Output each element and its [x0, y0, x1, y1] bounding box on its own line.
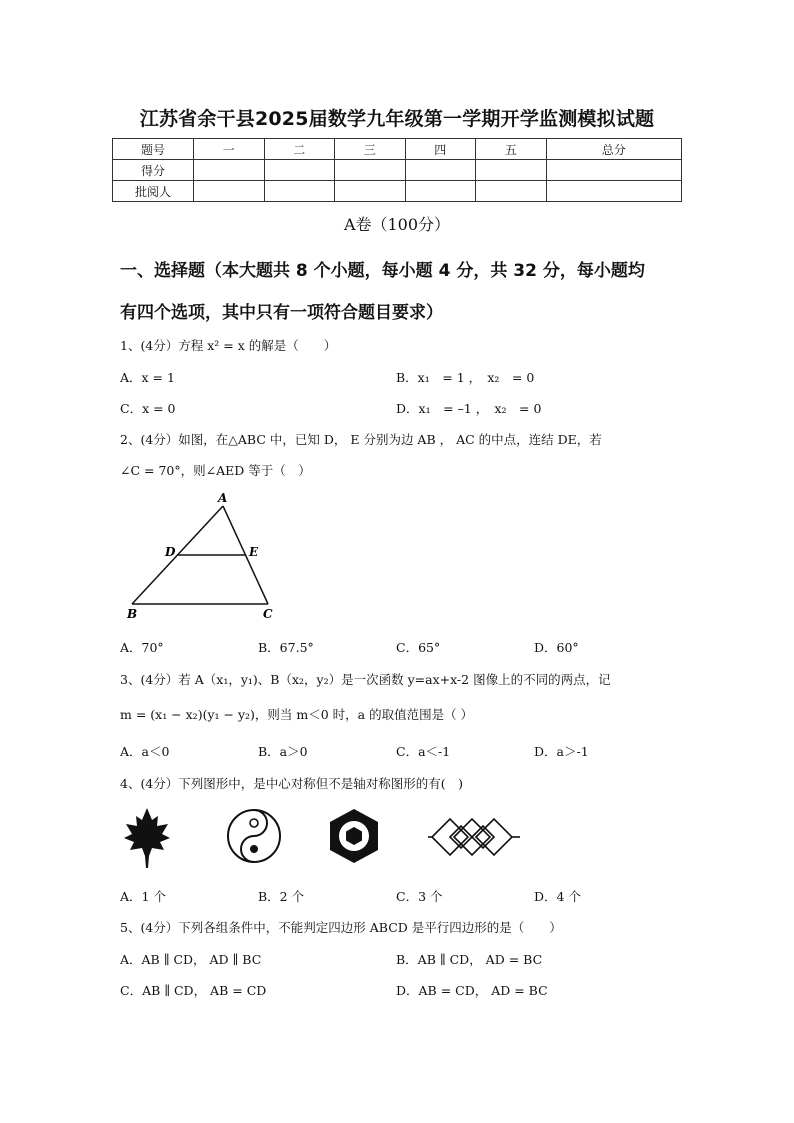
q4-option-b: B．2 个 — [258, 889, 305, 904]
q4-option-a: A．1 个 — [120, 889, 166, 904]
q1-option-c: C．x = 0 — [120, 401, 176, 416]
header-cell: 三 — [335, 139, 406, 160]
score-cell — [194, 181, 265, 202]
q5-option-c: C．AB ∥ CD， AB = CD — [120, 983, 267, 998]
header-cell: 总分 — [546, 139, 682, 160]
score-cell — [546, 181, 682, 202]
vertex-label-c: C — [263, 607, 273, 621]
q1-option-a: A．x = 1 — [120, 370, 175, 385]
maple-leaf-icon — [122, 806, 172, 868]
score-cell — [194, 160, 265, 181]
row-label: 得分 — [113, 160, 194, 181]
q3-option-b: B．a＞0 — [258, 744, 308, 759]
q2-option-d: D．60° — [534, 640, 579, 655]
header-cell: 一 — [194, 139, 265, 160]
q4-option-d: D．4 个 — [534, 889, 581, 904]
q5-option-d: D．AB = CD， AD = BC — [396, 983, 548, 998]
hexagon-nut-icon — [324, 806, 384, 866]
q2-option-b: B．67.5° — [258, 640, 314, 655]
score-table-row — [113, 160, 682, 181]
vertex-label-e: E — [249, 545, 259, 559]
q3-stem-line1: 3、(4分）若 A（x₁，y₁)、B（x₂，y₂）是一次函数 y=ax+x-2 图像上的不同的两点，记 — [120, 672, 611, 687]
score-table-header-row — [113, 139, 682, 160]
score-cell — [264, 181, 335, 202]
q3-stem-line2: m = (x₁ − x₂)(y₁ − y₂)，则当 m＜0 时，a 的取值范围是（ ） — [120, 707, 474, 722]
score-cell — [405, 181, 476, 202]
q5-stem: 5、(4分）下列各组条件中，不能判定四边形 ABCD 是平行四边形的是（ ） — [120, 920, 562, 935]
q2-stem-line2: ∠C = 70°，则∠AED 等于（ ） — [120, 463, 311, 478]
q4-option-c: C．3 个 — [396, 889, 443, 904]
header-cell: 四 — [405, 139, 476, 160]
score-cell — [405, 160, 476, 181]
interlocking-diamonds-icon — [428, 814, 524, 860]
triangle-figure — [120, 490, 290, 625]
q4-stem: 4、(4分）下列图形中，是中心对称但不是轴对称图形的有( ) — [120, 776, 464, 791]
q3-option-c: C．a＜-1 — [396, 744, 451, 759]
score-table — [112, 138, 682, 202]
yin-yang-icon — [226, 808, 282, 864]
score-cell — [476, 160, 547, 181]
q1-option-d: D．x₁ = –1 ， x₂ = 0 — [396, 401, 542, 416]
score-cell — [476, 181, 547, 202]
part1-heading-line1: 一、选择题（本大题共 8 个小题，每小题 4 分，共 32 分，每小题均 — [120, 261, 645, 281]
q5-option-b: B．AB ∥ CD， AD = BC — [396, 952, 543, 967]
vertex-label-a: A — [218, 491, 228, 505]
vertex-label-d: D — [165, 545, 176, 559]
q3-option-a: A．a＜0 — [120, 744, 170, 759]
q1-stem: 1、(4分）方程 x² = x 的解是（ ） — [120, 338, 337, 353]
q2-option-a: A．70° — [120, 640, 164, 655]
section-a-heading: A卷（100分） — [343, 215, 451, 234]
score-cell — [546, 160, 682, 181]
q3-option-d: D．a＞-1 — [534, 744, 589, 759]
header-cell: 二 — [264, 139, 335, 160]
vertex-label-b: B — [127, 607, 138, 621]
q1-option-b: B．x₁ = 1 ， x₂ = 0 — [396, 370, 535, 385]
exam-title: 江苏省余干县2025届数学九年级第一学期开学监测模拟试题 — [139, 108, 655, 130]
score-cell — [335, 181, 406, 202]
score-cell — [335, 160, 406, 181]
score-table-row — [113, 181, 682, 202]
q2-stem-line1: 2、(4分）如图，在△ABC 中，已知 D， E 分别为边 AB ， AC 的中点，连结 DE，若 — [120, 432, 602, 447]
part1-heading-line2: 有四个选项，其中只有一项符合题目要求） — [120, 303, 443, 323]
row-label: 批阅人 — [113, 181, 194, 202]
header-cell: 五 — [476, 139, 547, 160]
q2-option-c: C．65° — [396, 640, 441, 655]
score-cell — [264, 160, 335, 181]
q5-option-a: A．AB ∥ CD， AD ∥ BC — [120, 952, 262, 967]
header-cell: 题号 — [113, 139, 194, 160]
